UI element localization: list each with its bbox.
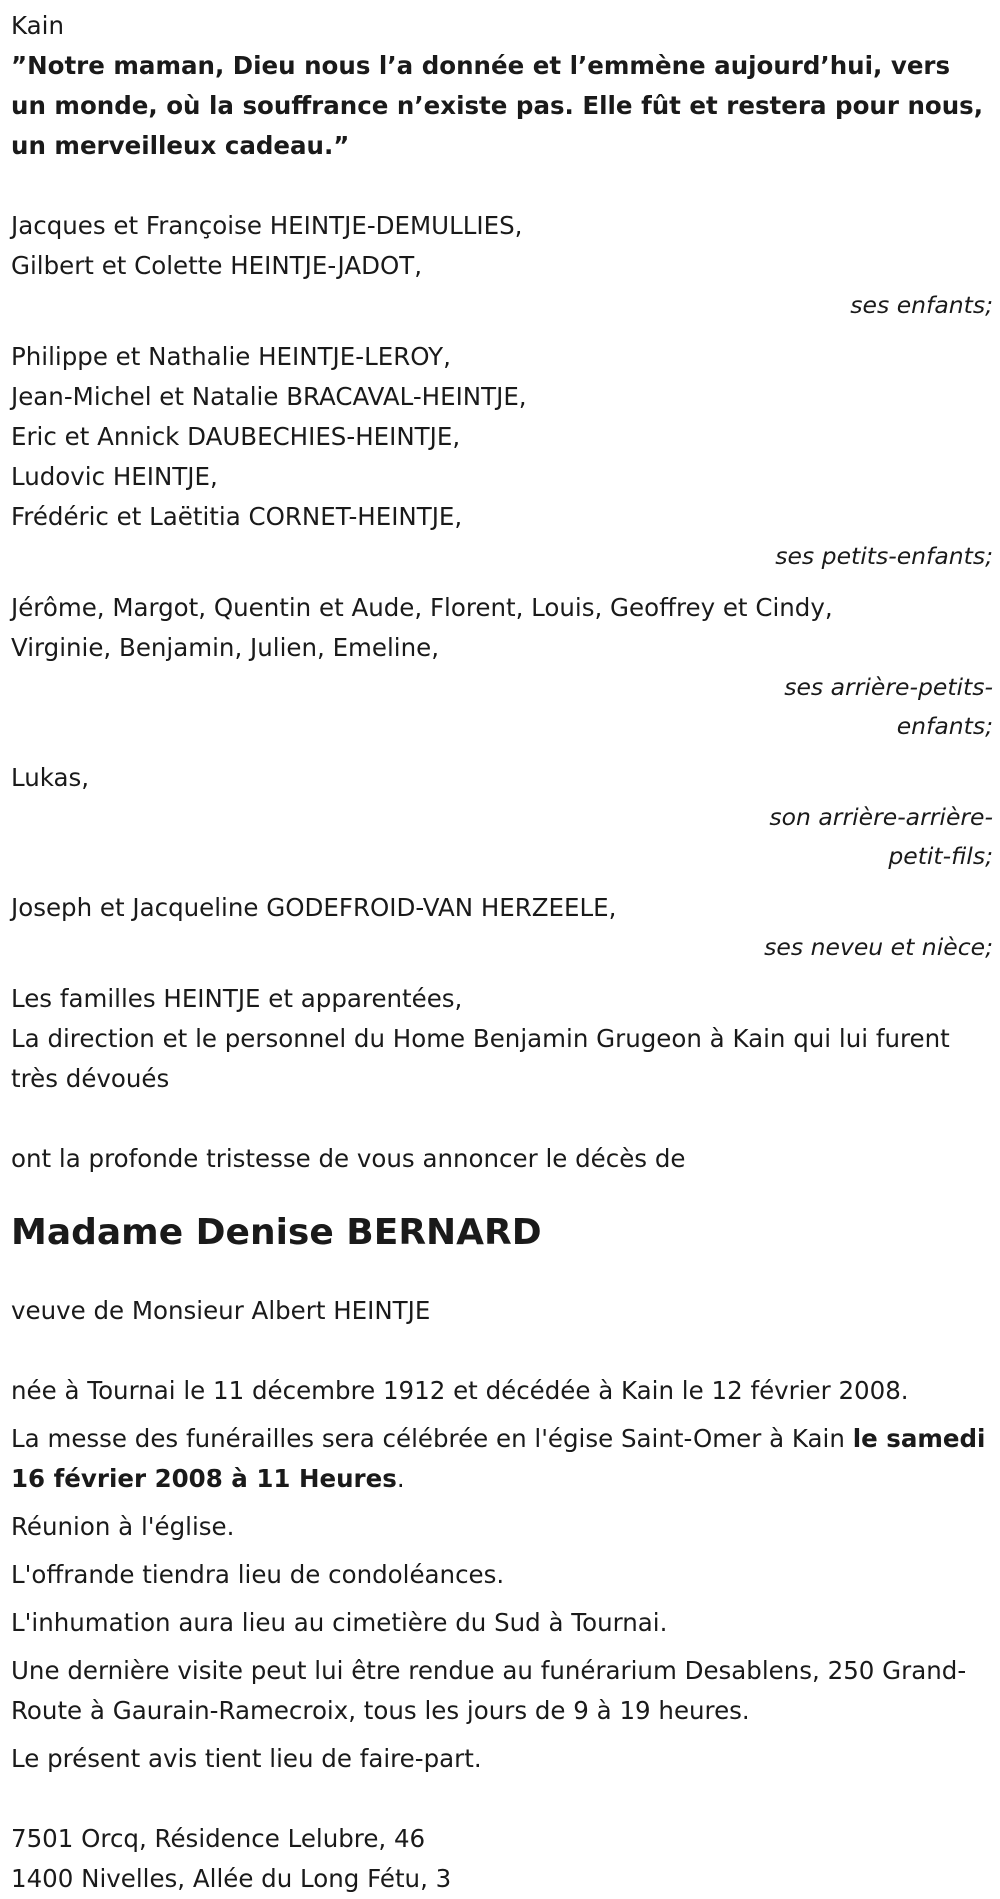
grandchildren-line: Philippe et Nathalie HEINTJE-LEROY,	[11, 342, 451, 371]
children-group	[11, 206, 995, 325]
great-grandchildren-role-2: enfants;	[896, 712, 993, 740]
grandchildren-role: ses petits-enfants;	[775, 542, 993, 570]
great-great-grandson-line: Lukas,	[11, 763, 90, 792]
children-role: ses enfants;	[850, 291, 993, 319]
grandchildren-line: Frédéric et Laëtitia CORNET-HEINTJE,	[11, 502, 463, 531]
staff-line: La direction et le personnel du Home Benjamin Grugeon à Kain qui lui furent très dévoués	[11, 1024, 950, 1093]
children-line: Gilbert et Colette HEINTJE-JADOT,	[11, 251, 422, 280]
great-great-grandson-role-2: petit-fils;	[888, 842, 993, 870]
obituary-document	[11, 6, 995, 1899]
mass-date: le samedi 16 février 2008 à 11 Heures	[11, 1424, 986, 1493]
address-line: 7501 Orcq, Résidence Lelubre, 46	[11, 1824, 426, 1853]
families-line: Les familles HEINTJE et apparentées,	[11, 984, 463, 1013]
great-great-grandson-group	[11, 758, 995, 876]
funeral-mass-text	[11, 1419, 986, 1499]
offering-text: L'offrande tiendra lieu de condoléances.	[11, 1560, 505, 1589]
announcement-text: ont la profonde tristesse de vous annoncer le décès de	[11, 1144, 686, 1173]
birth-death-text: née à Tournai le 11 décembre 1912 et décédée à Kain le 12 février 2008.	[11, 1376, 909, 1405]
address-line: 1400 Nivelles, Allée du Long Fétu, 3	[11, 1864, 452, 1893]
nephew-niece-line: Joseph et Jacqueline GODEFROID-VAN HERZEELE,	[11, 893, 617, 922]
mass-suffix: .	[396, 1464, 405, 1493]
last-visit-text: Une dernière visite peut lui être rendue au funérarium Desablens, 250 Grand-Route à Gaurain-Ramecroix, tous les jours de 9 à 19 heures.	[11, 1656, 967, 1725]
grandchildren-line: Ludovic HEINTJE,	[11, 462, 218, 491]
children-line: Jacques et Françoise HEINTJE-DEMULLIES,	[11, 211, 523, 240]
great-grandchildren-line: Jérôme, Margot, Quentin et Aude, Florent, Louis, Geoffrey et Cindy,	[11, 593, 833, 622]
burial-text: L'inhumation aura lieu au cimetière du Sud à Tournai.	[11, 1608, 668, 1637]
grandchildren-line: Eric et Annick DAUBECHIES-HEINTJE,	[11, 422, 461, 451]
great-great-grandson-role-1: son arrière-arrière-	[769, 803, 993, 831]
others-group	[11, 979, 995, 1099]
memorial-quote: ”Notre maman, Dieu nous l’a donnée et l’emmène aujourd’hui, vers un monde, où la souffrance n’existe pas. Elle fût et restera pour nous, un merveilleux cadeau.”	[11, 51, 984, 160]
addresses	[11, 1819, 995, 1899]
nephew-niece-group	[11, 888, 995, 967]
widow-of-text: veuve de Monsieur Albert HEINTJE	[11, 1296, 431, 1325]
grandchildren-group	[11, 337, 995, 576]
mass-prefix: La messe des funérailles sera célébrée en l'égise Saint-Omer à Kain	[11, 1424, 853, 1453]
notice-text: Le présent avis tient lieu de faire-part.	[11, 1744, 482, 1773]
meeting-text: Réunion à l'église.	[11, 1512, 235, 1541]
great-grandchildren-role-1: ses arrière-petits-	[784, 673, 993, 701]
great-grandchildren-line: Virginie, Benjamin, Julien, Emeline,	[11, 633, 439, 662]
grandchildren-line: Jean-Michel et Natalie BRACAVAL-HEINTJE,	[11, 382, 527, 411]
nephew-niece-role: ses neveu et nièce;	[764, 933, 993, 961]
deceased-name: Madame Denise BERNARD	[11, 1212, 542, 1253]
place-header: Kain	[11, 11, 64, 40]
great-grandchildren-group	[11, 588, 995, 746]
